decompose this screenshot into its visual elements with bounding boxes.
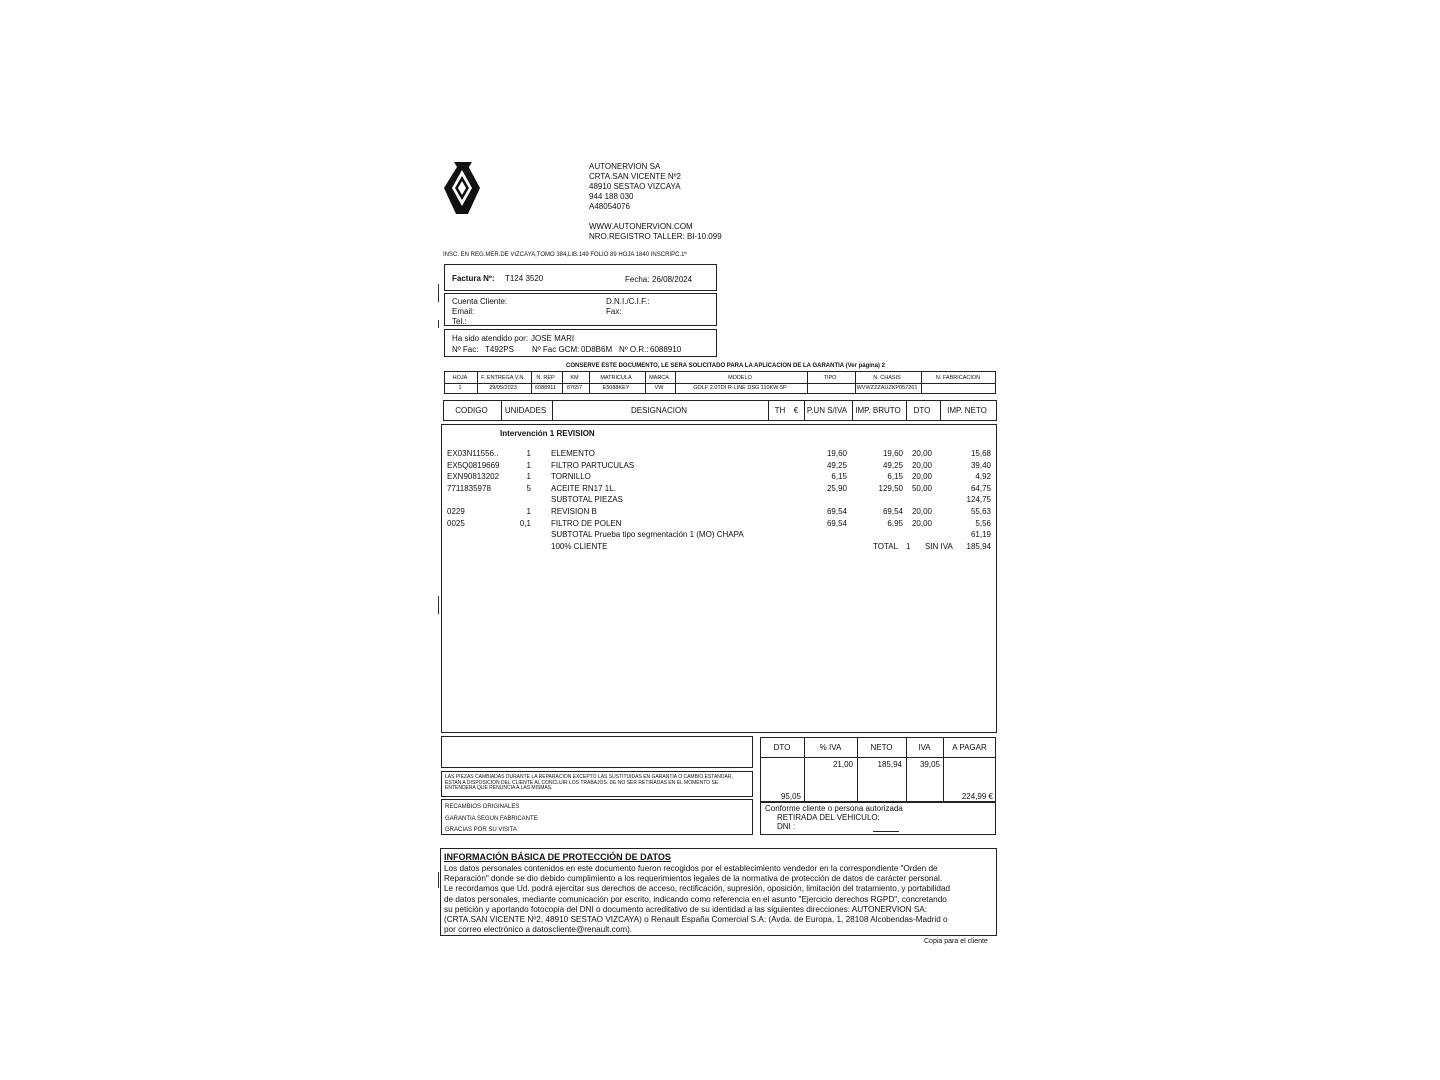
cell-desc: ACEITE RN17 1L. (551, 483, 616, 493)
company-registro: NRO.REGISTRO TALLER: BI-10.099 (589, 232, 722, 241)
cell-desc: SUBTOTAL PIEZAS (551, 495, 623, 505)
cell-neto: 55,63 (970, 507, 991, 516)
renault-logo-icon (442, 160, 482, 216)
cell-neto: 15,68 (970, 449, 991, 458)
company-name: AUTONERVION SA (589, 162, 661, 171)
vh-hoja: HOJA (452, 375, 468, 381)
vh-matricula: MATRICULA (600, 375, 632, 381)
table-row (441, 518, 997, 529)
vv-marca: VW (654, 385, 664, 391)
cell-code: 0025 (447, 518, 465, 528)
company-cif: A48054076 (589, 202, 630, 211)
dni-label: D.N.I./C.I.F.: (606, 297, 650, 306)
vv-nchasis: WVWZZZAUZKP057261 (856, 385, 918, 391)
total-value: 185,94 (966, 542, 991, 551)
email-label: Email: (452, 307, 475, 316)
table-row (441, 483, 997, 494)
cell-units: 5 (526, 483, 531, 493)
table-row (441, 529, 997, 540)
sv-iva: 39,05 (919, 760, 940, 769)
th-euro: € (793, 406, 799, 415)
notes-box (441, 799, 753, 835)
privacy-line: por correo electrónico a datoscliente@renault.com). (444, 925, 633, 935)
cell-pun: 69,54 (826, 518, 847, 528)
cell-dto: 20,00 (911, 507, 932, 516)
cell-pun: 69,54 (826, 507, 847, 516)
sv-neto: 185,94 (877, 760, 902, 769)
cell-units: 1 (526, 449, 531, 458)
cell-bruto: 69,54 (882, 507, 903, 516)
total-line (441, 541, 997, 552)
th-pun: P.UN S/IVA (806, 406, 848, 415)
cell-units: 1 (526, 472, 531, 482)
cell-bruto: 6,95 (887, 518, 903, 528)
table-row (441, 471, 997, 482)
vh-marca: MARCA (649, 375, 669, 381)
nfacgcm-value: 0D8B6M (581, 345, 613, 354)
cell-desc: TORNILLO (551, 472, 591, 482)
cell-units: 0,1 (519, 518, 531, 528)
vv-km: 87657 (566, 385, 583, 391)
table-row (441, 448, 997, 459)
th-neto: IMP. NETO (947, 406, 987, 415)
th-unidades: UNIDADES (504, 406, 547, 415)
vv-modelo: GOLF 2.0TDI R-LINE DSG 110KW 5P (693, 385, 787, 391)
vh-nchasis: N. CHASIS (873, 375, 901, 381)
conforme-text: Conforme cliente o persona autorizada (765, 804, 903, 813)
cell-desc: FILTRO DE POLEN (551, 518, 622, 528)
vh-nfabricacion: N. FABRICACION (935, 375, 981, 381)
sh-iva-pct: % IVA (819, 743, 842, 752)
vh-tipo: TIPO (823, 375, 837, 381)
total-siniva: SIN IVA (925, 542, 953, 551)
sh-apagar: A PAGAR (952, 743, 987, 752)
th-codigo: CODIGO (455, 406, 488, 415)
cuenta-label: Cuenta Cliente: (452, 297, 508, 306)
cell-code: EXN90813202 (447, 472, 500, 482)
piezas-note-box (441, 771, 753, 797)
cell-code: 0229 (447, 507, 465, 516)
note-line3: GRACIAS POR SU VISITA (445, 827, 517, 833)
cell-units: 1 (526, 460, 531, 470)
fecha-value: 26/08/2024 (652, 275, 693, 284)
cell-neto: 124,75 (966, 495, 991, 505)
th-bruto: IMP. BRUTO (855, 406, 901, 415)
privacy-line: Le recordamos que Ud. podrá ejercitar sus derechos de acceso, rectificación, supresión, oposición, limitación del tratamiento, y portabilidad (444, 884, 951, 894)
factura-value: T124 3520 (505, 274, 544, 283)
cell-neto: 64,75 (970, 483, 991, 493)
cell-code: EX5Q0819669 (447, 460, 500, 470)
cell-bruto: 49,25 (882, 460, 903, 470)
sh-dto: DTO (773, 743, 791, 752)
sv-apagar: 224,99 € (961, 792, 993, 801)
company-address1: CRTA.SAN VICENTE Nº2 (589, 172, 681, 181)
sh-neto: NETO (870, 743, 893, 752)
attended-label: Ha sido atendido por: (452, 334, 529, 343)
cell-dto: 50,00 (911, 483, 932, 493)
cell-bruto: 6,15 (887, 472, 903, 482)
nfacgcm-label: Nº Fac GCM: (532, 345, 580, 354)
cell-pun: 6,15 (831, 472, 847, 482)
nfac-value: T492PS (485, 345, 514, 354)
privacy-text (444, 864, 950, 935)
attended-name: JOSE MARI (531, 334, 575, 343)
vh-modelo: MODELO (728, 375, 752, 381)
privacy-line: su petición y aportando fotocopia del DNI o documento acreditativo de su identidad a las siguientes direcciones: AUTONERVION SA: (444, 904, 928, 914)
th-dto: DTO (913, 406, 931, 415)
privacy-line: Los datos personales contenidos en este documento fueron recogidos por el establecimiento vendedor en la correspondiente "Orden de (444, 864, 938, 873)
total-num: 1 (906, 542, 911, 551)
cell-bruto: 129,50 (878, 483, 903, 493)
attended-box (444, 329, 717, 357)
cell-dto: 20,00 (911, 518, 932, 528)
vv-nrep: 6088911 (534, 385, 556, 391)
th-designacion: DESIGNACION (630, 406, 687, 415)
piezas-note: LAS PIEZAS CAMBIADAS DURANTE LA REPARACION EXCEPTO LAS SUSTITUIDAS EN GARANTIA O CAMBIO ESTANDAR, ESTAN A DISPOSICION DEL CLIENTE AL CONCLUIR LOS TRABAJOS. DE NO SER RETIRADAS EN EL MOMENTO SE ENTENDERA QUE RENUNCIA A LAS MISMAS. (445, 774, 733, 792)
cell-dto: 20,00 (911, 449, 932, 458)
table-row (441, 494, 997, 505)
copy-note: Copia para el cliente (924, 938, 988, 945)
fecha-label: Fecha: (625, 275, 650, 284)
cell-desc: FILTRO PARTUCULAS (551, 460, 635, 470)
table-row (441, 460, 997, 471)
privacy-line: Reparación" donde se dio debido cumplimiento a los requerimientos legales de la normativa de protección de datos de carácter personal. (444, 874, 943, 884)
cell-dto: 20,00 (911, 472, 932, 482)
vh-fentrega: F. ENTREGA V.N. (481, 375, 525, 381)
cell-desc: ELEMENTO (551, 449, 595, 458)
company-header (589, 162, 722, 242)
nfac-label: Nº Fac: (452, 345, 479, 354)
note-line2: GARANTIA SEGUN FABRICANTE (445, 816, 538, 822)
cell-code: EX03N11556.. (447, 449, 499, 458)
privacy-line: (CRTA.SAN VICENTE Nº2, 48910 SESTAO VIZCAYA) o Renault España Comercial S.A: (Avda. de Europa, 1, 28108 Alcobendas-Madrid o (444, 915, 948, 925)
conforme-box (760, 802, 996, 835)
invoice-box (444, 264, 717, 291)
vv-hoja: 1 (458, 385, 462, 391)
company-inscripcion: INSC. EN REG.MER.DE VIZCAYA,TOMO 384,LIB.149 FOLIO 89 HOJA 1840 INSCRIPC.1ª (443, 252, 687, 258)
privacy-line: de datos personales, mediante comunicación por escrito, indicando como referencia en el asunto "Ejercicio derechos RGPD", concretando (444, 894, 947, 904)
cell-desc: 100% CLIENTE (551, 541, 608, 551)
privacy-box (440, 848, 997, 936)
company-web: WWW.AUTONERVION.COM (589, 222, 693, 231)
sv-dto: 95,05 (780, 792, 801, 801)
company-phone: 944 188 030 (589, 192, 634, 201)
vv-fentrega: 29/05/2023 (489, 385, 517, 391)
total-label: TOTAL (873, 542, 899, 551)
cell-pun: 25,90 (826, 483, 847, 493)
cell-neto: 61,19 (970, 530, 991, 540)
blank-box (441, 736, 753, 768)
cell-pun: 19,60 (826, 449, 847, 458)
factura-label: Factura Nº: (452, 274, 495, 283)
tel-label: Tel.: (452, 317, 467, 326)
sh-iva: IVA (918, 743, 931, 752)
cell-bruto: 19,60 (882, 449, 903, 458)
vh-km: KM (570, 375, 579, 381)
table-row (441, 506, 997, 517)
cell-code: 7711835978 (447, 483, 491, 493)
cell-desc: REVISION B (551, 507, 597, 516)
vh-nrep: N. REP (536, 375, 555, 381)
cell-pun: 49,25 (826, 460, 847, 470)
th-th: TH (774, 406, 786, 415)
nor-value: 6088910 (650, 345, 682, 354)
cell-neto: 5,56 (975, 518, 991, 528)
fax-label: Fax: (606, 307, 622, 316)
note-line1: RECAMBIOS ORIGINALES (445, 804, 520, 810)
nor-label: Nº O.R.: (619, 345, 649, 354)
cell-neto: 4,92 (975, 472, 991, 482)
client-box (444, 293, 717, 326)
cell-desc: SUBTOTAL Prueba tipo segmentación 1 (MO) CHAPA (551, 530, 744, 540)
warranty-note: CONSERVE ESTE DOCUMENTO, LE SERA SOLICITADO PARA LA APLICACION DE LA GARANTIA (Ver página) 2 (566, 363, 885, 369)
cell-neto: 39,40 (970, 460, 991, 470)
sv-iva-pct: 21,00 (832, 760, 853, 769)
dni-text: DNI : (777, 822, 796, 831)
intervention-title: Intervención 1 REVISION (500, 429, 595, 438)
cell-units: 1 (526, 507, 531, 516)
privacy-title: INFORMACIÓN BÁSICA DE PROTECCIÓN DE DATOS (444, 852, 671, 862)
company-address2: 48910 SESTAO VIZCAYA (589, 182, 681, 191)
vv-matricula: E5088KEY (602, 385, 630, 391)
retirada-text: RETIRADA DEL VEHICULO: (777, 813, 880, 822)
cell-dto: 20,00 (911, 460, 932, 470)
